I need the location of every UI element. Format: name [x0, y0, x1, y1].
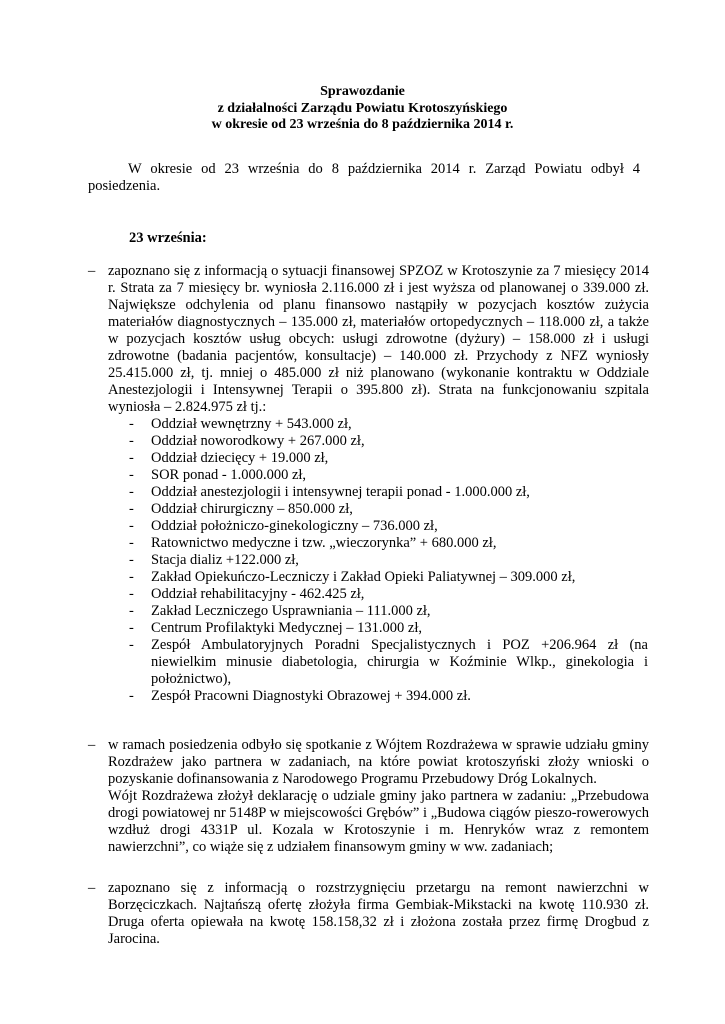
sub-dash: - [129, 586, 134, 602]
title-line-3: w okresie od 23 września do 8 października 2014 r. [211, 117, 514, 132]
bullet-text: zapoznano się z informacją o rozstrzygnięciu przetargu na remont nawierzchni w Borzęciczkach. Najtańszą ofertę złożyła firma Gembiak-Mikstacki na kwotę 110.930 zł. Druga oferta opiewała na kwotę 158.158,32 zł i złożona została przez firmę Drogbud z Jarocina. [108, 880, 649, 947]
list-item [129, 467, 648, 484]
list-item-text: Ratownictwo medyczne i tzw. „wieczorynka” + 680.000 zł, [151, 535, 497, 551]
list-item [129, 552, 648, 569]
list-item-text: Oddział chirurgiczny – 850.000 zł, [151, 501, 353, 517]
bullet-dash: – [88, 880, 96, 896]
sub-dash: - [129, 501, 134, 517]
list-item [129, 569, 648, 586]
list-item-text: Oddział położniczo-ginekologiczny – 736.000 zł, [151, 518, 438, 534]
list-item-text: Oddział dziecięcy + 19.000 zł, [151, 450, 329, 466]
sub-dash: - [129, 433, 134, 449]
sub-dash: - [129, 450, 134, 466]
list-item-text: Oddział rehabilitacyjny - 462.425 zł, [151, 586, 365, 602]
bullet-dash: – [88, 737, 96, 753]
sub-dash: - [129, 552, 134, 568]
sub-dash: - [129, 484, 134, 500]
list-item [129, 501, 648, 518]
list-item [129, 637, 648, 688]
sub-dash: - [129, 688, 134, 704]
list-item [129, 416, 648, 433]
sub-dash: - [129, 620, 134, 636]
list-item-text: Zespół Pracowni Diagnostyki Obrazowej + 394.000 zł. [151, 688, 471, 704]
sub-dash: - [129, 518, 134, 534]
report-title [0, 84, 725, 134]
sub-dash: - [129, 637, 134, 653]
hospital-department-list [129, 416, 648, 705]
sub-dash: - [129, 603, 134, 619]
list-item-text: Oddział anestezjologii i intensywnej terapii ponad - 1.000.000 zł, [151, 484, 530, 500]
list-item-text: Zespół Ambulatoryjnych Poradni Specjalistycznych i POZ +206.964 zł (na niewielkim minusie diabetologia, chirurgia w Koźminie Wlkp., ginekologia i położnictwo), [151, 637, 648, 687]
sub-dash: - [129, 569, 134, 585]
list-item [129, 484, 648, 501]
list-item [129, 620, 648, 637]
bullet-text [108, 737, 649, 856]
list-item [129, 450, 648, 467]
list-item-text: Zakład Leczniczego Usprawniania – 111.000 zł, [151, 603, 431, 619]
list-item-text: SOR ponad - 1.000.000 zł, [151, 467, 307, 483]
title-line-1: Sprawozdanie [320, 84, 405, 99]
list-item-text: Oddział noworodkowy + 267.000 zł, [151, 433, 365, 449]
list-item [129, 535, 648, 552]
list-item [129, 586, 648, 603]
sub-dash: - [129, 535, 134, 551]
list-item [129, 518, 648, 535]
list-item-text: Oddział wewnętrzny + 543.000 zł, [151, 416, 352, 432]
sub-dash: - [129, 416, 134, 432]
list-item-text: Zakład Opiekuńczo-Leczniczy i Zakład Opieki Paliatywnej – 309.000 zł, [151, 569, 576, 585]
meeting-paragraph: w ramach posiedzenia odbyło się spotkanie z Wójtem Rozdrażewa w sprawie udziału gminy Rozdrażew jako partnera w zadaniach, na które powiat krotoszyński złoży wnioski o pozyskanie dofinansowania z Narodowego Programu Przebudowy Dróg Lokalnych. [108, 737, 649, 787]
list-item [129, 433, 648, 450]
list-item-text: Stacja dializ +122.000 zł, [151, 552, 299, 568]
title-line-2: z działalności Zarządu Powiatu Krotoszyńskiego [217, 100, 508, 116]
intro-paragraph: W okresie od 23 września do 8 października 2014 r. Zarząd Powiatu odbył 4 posiedzenia. [88, 161, 640, 194]
section-heading: 23 września: [129, 230, 207, 246]
list-item-text: Centrum Profilaktyki Medycznej – 131.000 zł, [151, 620, 423, 636]
sub-dash: - [129, 467, 134, 483]
bullet-dash: – [88, 263, 96, 279]
declaration-paragraph: Wójt Rozdrażewa złożył deklarację o udziale gminy jako partnera w zadaniu: „Przebudowa drogi powiatowej nr 5148P w miejscowości Grębów” i „Budowa ciągów pieszo-rowerowych wzdłuż drogi 4331P ul. Kozala w Krotoszynie i m. Henryków wraz z remontem nawierzchni”, co wiąże się z udziałem finansowym gminy w ww. zadaniach; [108, 788, 649, 855]
bullet-text: zapoznano się z informacją o sytuacji finansowej SPZOZ w Krotoszynie za 7 miesięcy 2014 r. Strata za 7 miesięcy br. wyniosła 2.116.000 zł i jest wyższa od planowanej o 339.000 zł. Największe odchylenia od planu finansowo nastąpiły w pozycjach kosztów zużycia materiałów diagnostycznych – 135.000 zł, materiałów ortopedycznych – 118.000 zł, a także w pozycjach kosztów usług obcych: usługi zdrowotne (dyżury) – 158.000 zł i usługi zdrowotne (badania pacjentów, konsultacje) – 140.000 zł. Przychody z NFZ wyniosły 25.415.000 zł, tj. mniej o 485.000 zł niż planowano (wykonanie kontraktu w Oddziale Anestezjologii i Intensywnej Terapii o 395.800 zł). Strata na funkcjonowaniu szpitala wyniosła – 2.824.975 zł tj.: [108, 263, 649, 415]
list-item [129, 603, 648, 620]
list-item [129, 688, 648, 705]
